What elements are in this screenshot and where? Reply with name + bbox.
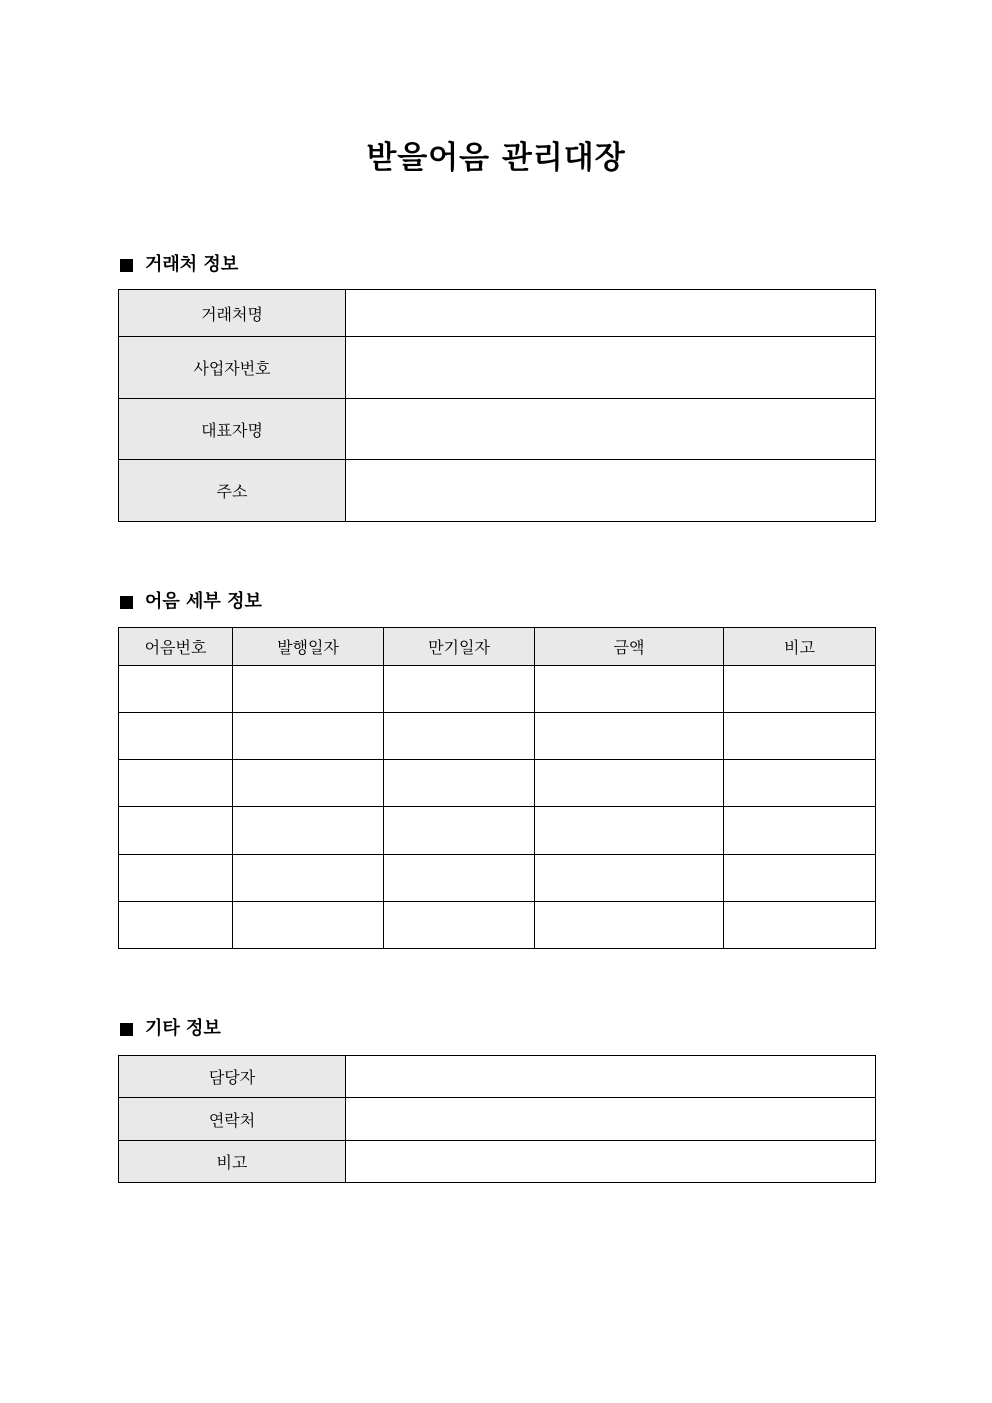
issue-date-cell[interactable] — [233, 807, 384, 855]
square-bullet-icon — [120, 259, 133, 272]
bill-number-cell[interactable] — [119, 713, 233, 760]
bill-number-cell[interactable] — [119, 666, 233, 713]
due-date-cell[interactable] — [384, 855, 535, 902]
due-date-cell[interactable] — [384, 807, 535, 855]
remarks-cell[interactable] — [724, 807, 876, 855]
bill-section-heading — [120, 590, 262, 614]
bill-number-cell[interactable] — [119, 807, 233, 855]
remarks-cell[interactable] — [724, 902, 876, 949]
remarks-cell[interactable] — [724, 666, 876, 713]
manager-label: 담당자 — [119, 1056, 346, 1098]
other-info-table — [118, 1055, 876, 1183]
remarks-cell[interactable] — [724, 713, 876, 760]
issue-date-cell[interactable] — [233, 713, 384, 760]
table-row — [119, 1056, 876, 1098]
document-title: 받을어음 관리대장 — [366, 140, 626, 176]
client-section-title: 거래처 정보 — [145, 254, 239, 275]
due-date-cell[interactable] — [384, 902, 535, 949]
issue-date-cell[interactable] — [233, 902, 384, 949]
other-section-heading — [120, 1017, 221, 1041]
table-row — [119, 666, 876, 713]
amount-cell[interactable] — [535, 713, 724, 760]
remarks-cell[interactable] — [724, 760, 876, 807]
table-row — [119, 460, 876, 522]
representative-name-field[interactable] — [346, 399, 876, 460]
amount-cell[interactable] — [535, 902, 724, 949]
column-header-due-date: 만기일자 — [384, 628, 535, 666]
square-bullet-icon — [120, 1023, 133, 1036]
bill-number-cell[interactable] — [119, 855, 233, 902]
table-header-row — [119, 628, 876, 666]
bill-detail-table — [118, 627, 876, 949]
client-name-label: 거래처명 — [119, 290, 346, 337]
column-header-bill-number: 어음번호 — [119, 628, 233, 666]
issue-date-cell[interactable] — [233, 760, 384, 807]
bill-number-cell[interactable] — [119, 902, 233, 949]
bill-number-cell[interactable] — [119, 760, 233, 807]
column-header-amount: 금액 — [535, 628, 724, 666]
column-header-remarks: 비고 — [724, 628, 876, 666]
table-row — [119, 713, 876, 760]
table-row — [119, 399, 876, 460]
business-number-field[interactable] — [346, 337, 876, 399]
table-row — [119, 807, 876, 855]
amount-cell[interactable] — [535, 760, 724, 807]
table-row — [119, 902, 876, 949]
business-number-label: 사업자번호 — [119, 337, 346, 399]
due-date-cell[interactable] — [384, 666, 535, 713]
table-row — [119, 1141, 876, 1183]
amount-cell[interactable] — [535, 855, 724, 902]
issue-date-cell[interactable] — [233, 855, 384, 902]
client-info-table — [118, 289, 876, 522]
client-section-heading — [120, 253, 238, 277]
table-row — [119, 337, 876, 399]
table-row — [119, 855, 876, 902]
due-date-cell[interactable] — [384, 760, 535, 807]
remarks-label: 비고 — [119, 1141, 346, 1183]
table-row — [119, 760, 876, 807]
other-section-title: 기타 정보 — [145, 1018, 221, 1039]
client-name-field[interactable] — [346, 290, 876, 337]
remarks-field[interactable] — [346, 1141, 876, 1183]
square-bullet-icon — [120, 596, 133, 609]
issue-date-cell[interactable] — [233, 666, 384, 713]
column-header-issue-date: 발행일자 — [233, 628, 384, 666]
contact-label: 연락처 — [119, 1098, 346, 1141]
contact-field[interactable] — [346, 1098, 876, 1141]
amount-cell[interactable] — [535, 807, 724, 855]
due-date-cell[interactable] — [384, 713, 535, 760]
address-label: 주소 — [119, 460, 346, 522]
amount-cell[interactable] — [535, 666, 724, 713]
table-row — [119, 1098, 876, 1141]
bill-section-title: 어음 세부 정보 — [145, 591, 262, 612]
manager-field[interactable] — [346, 1056, 876, 1098]
remarks-cell[interactable] — [724, 855, 876, 902]
address-field[interactable] — [346, 460, 876, 522]
representative-name-label: 대표자명 — [119, 399, 346, 460]
table-row — [119, 290, 876, 337]
